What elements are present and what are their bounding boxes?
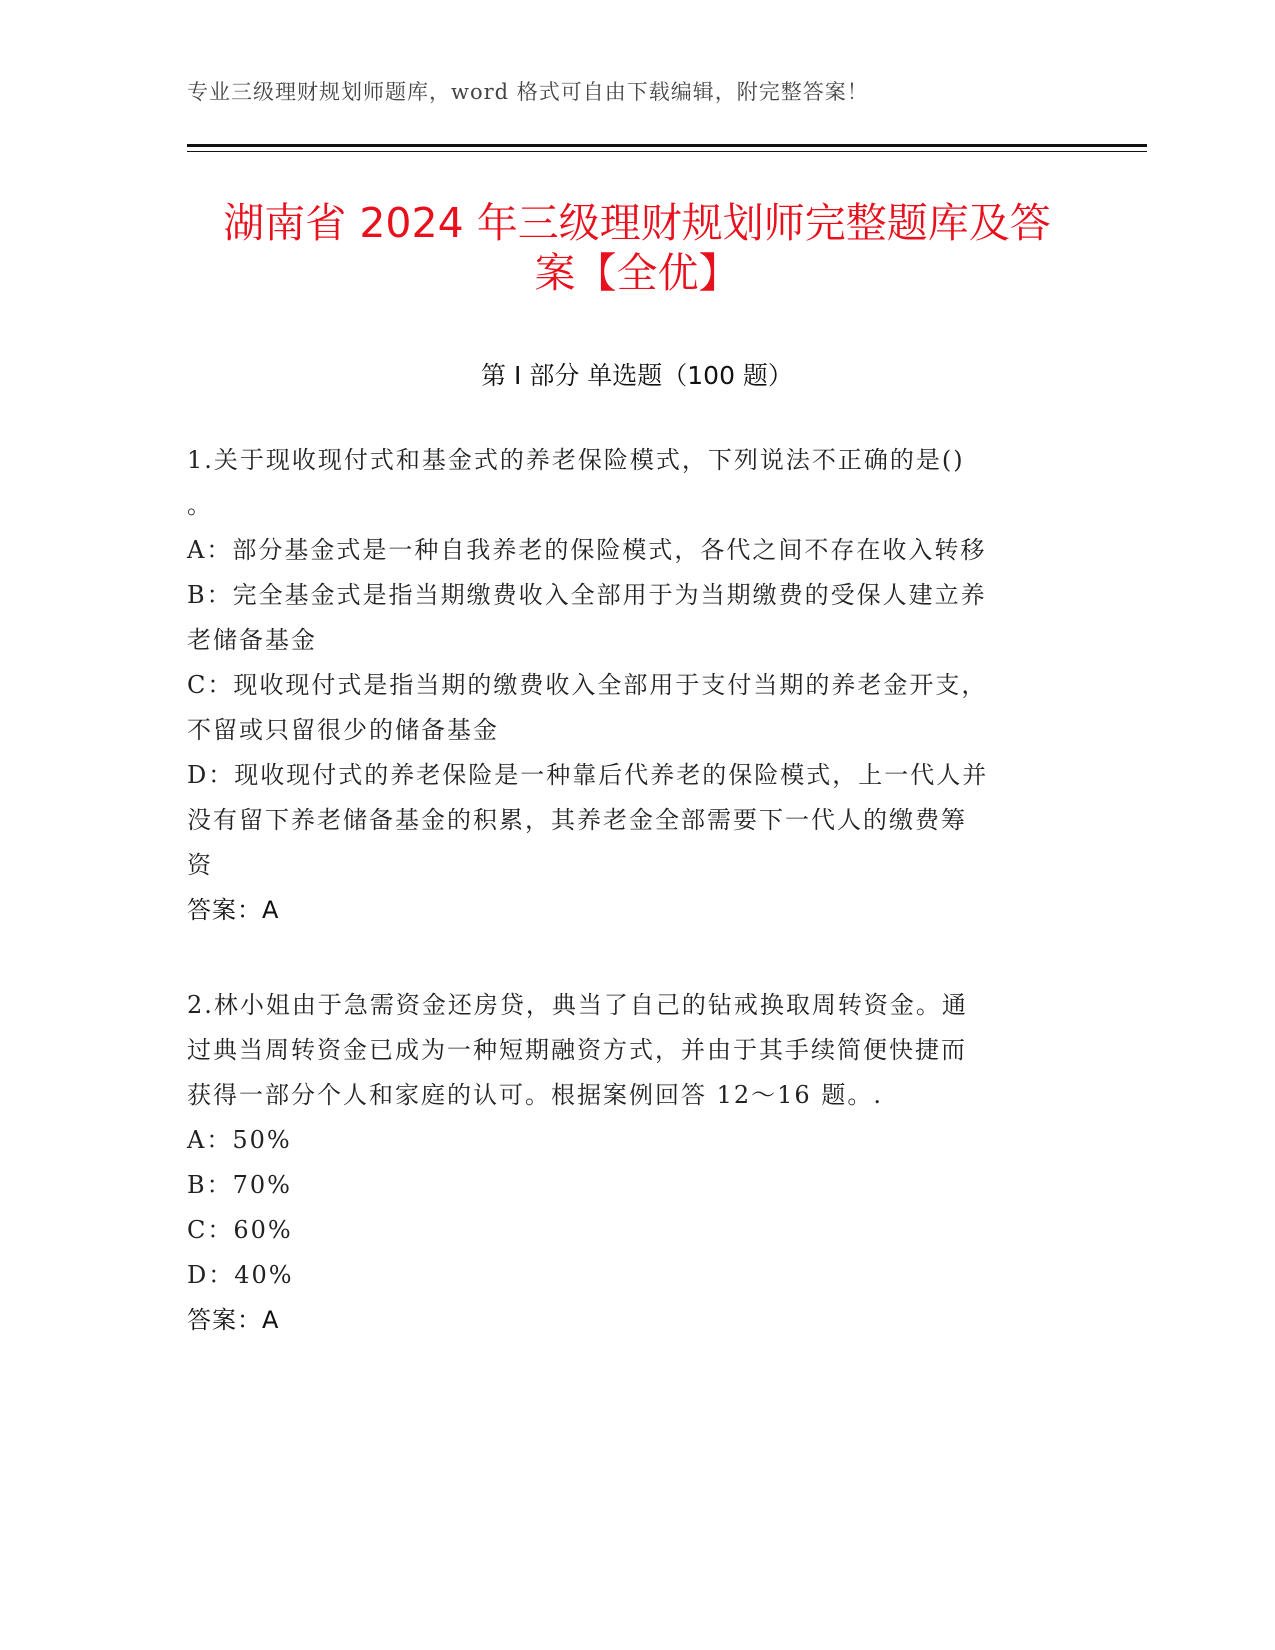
option-c-line: C：60%: [187, 1216, 293, 1244]
option-b-line: B：完全基金式是指当期缴费收入全部用于为当期缴费的受保人建立养: [187, 581, 987, 609]
option-d-line: D：40%: [187, 1261, 294, 1289]
answer-label: 答案：A: [187, 896, 280, 924]
question-stem-line: 获得一部分个人和家庭的认可。根据案例回答 12～16 题。.: [187, 1081, 883, 1109]
section-title: 第 I 部分 单选题（100 题）: [481, 361, 793, 390]
question-stem-line: 过典当周转资金已成为一种短期融资方式，并由于其手续简便快捷而: [187, 1036, 967, 1064]
document-title-line-2: 案【全优】: [534, 249, 740, 297]
header-note: 专业三级理财规划师题库，word 格式可自由下载编辑，附完整答案！: [187, 80, 869, 104]
option-a-line: A：50%: [187, 1126, 292, 1154]
header-rule-thin: [187, 151, 1147, 152]
document-title: [187, 198, 1087, 298]
question-1: [187, 438, 1067, 933]
option-c-line: C：现收现付式是指当期的缴费收入全部用于支付当期的养老金开支，: [187, 671, 988, 699]
option-d-line: D：现收现付式的养老保险是一种靠后代养老的保险模式，上一代人并: [187, 761, 989, 789]
option-b-line: B：70%: [187, 1171, 292, 1199]
option-d-line: 资: [187, 851, 213, 879]
option-d-line: 没有留下养老储备基金的积累，其养老金全部需要下一代人的缴费筹: [187, 806, 967, 834]
header-rule-thick: [187, 144, 1147, 147]
option-c-line: 不留或只留很少的储备基金: [187, 716, 499, 744]
option-a-line: A：部分基金式是一种自我养老的保险模式，各代之间不存在收入转移: [187, 536, 987, 564]
question-stem-line: 。: [187, 491, 213, 519]
answer-label: 答案：A: [187, 1306, 280, 1334]
question-stem-line: 2.林小姐由于急需资金还房贷，典当了自己的钻戒换取周转资金。通: [187, 991, 968, 1019]
question-2: [187, 983, 1067, 1343]
option-b-line: 老储备基金: [187, 626, 317, 654]
document-title-line-1: 湖南省 2024 年三级理财规划师完整题库及答: [223, 199, 1051, 247]
question-stem-line: 1.关于现收现付式和基金式的养老保险模式，下列说法不正确的是(): [187, 446, 965, 474]
